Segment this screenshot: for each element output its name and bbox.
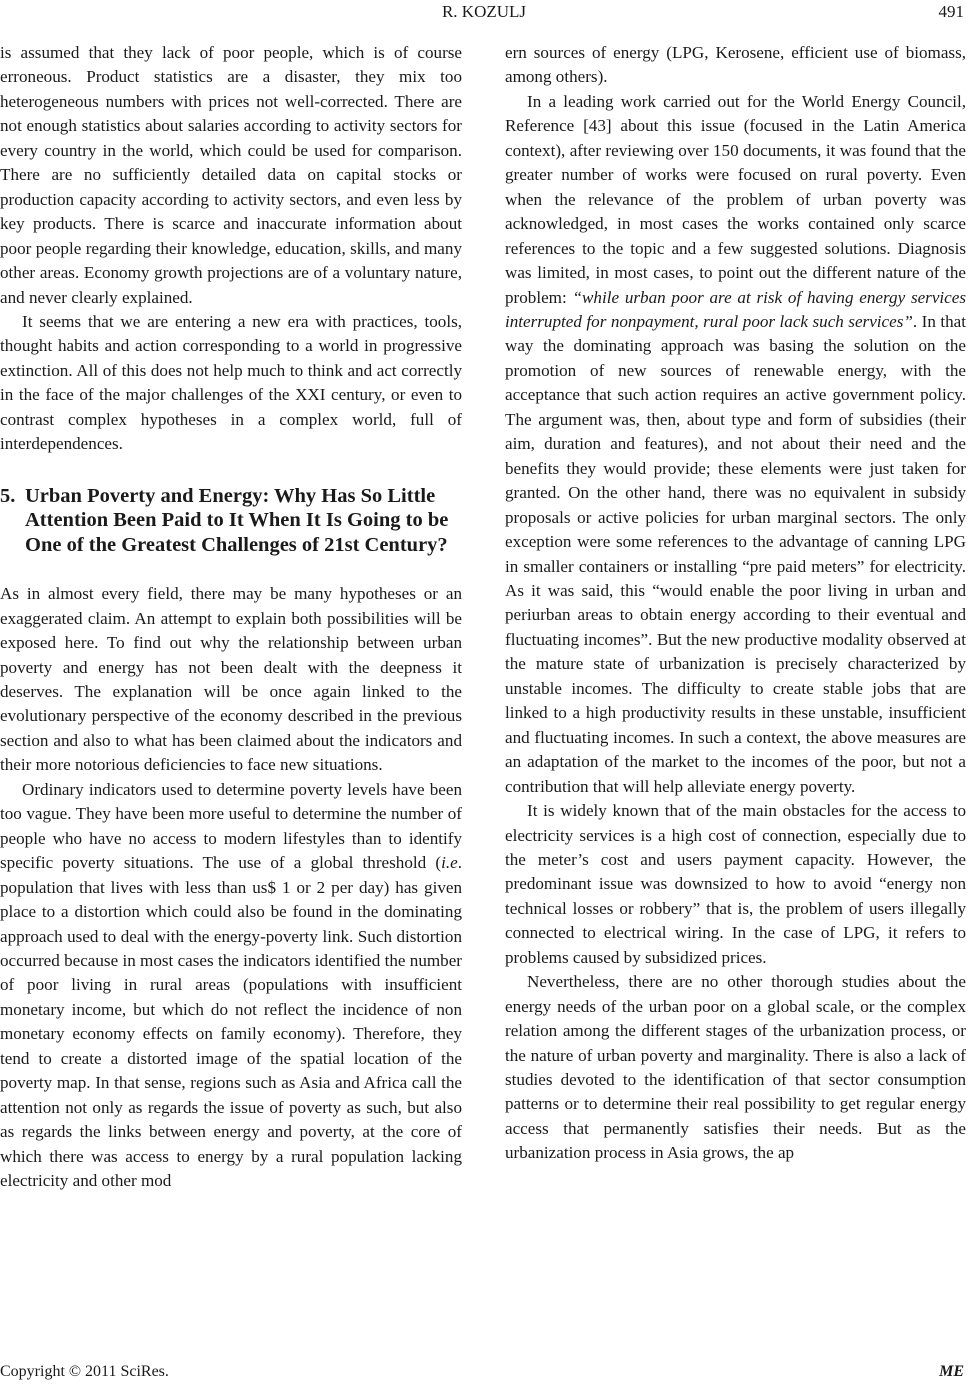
paragraph: As in almost every field, there may be many hypotheses or an exaggerated claim. An attempt to explain both possibilities will be exposed here. To find out why the relationship between urban poverty and energy has not been dealt with the deepness it deserves. The explanation will be once again linked to the evolutionary perspective of the economy described in the previous section and also to what has been claimed about the indicators and their more notorious deficiencies to face new situations. bbox=[0, 584, 462, 775]
paragraph: It is widely known that of the main obstacles for the access to electricity services is a high cost of connection, especially due to the meter’s cost and users payment capacity. However, the predominant issue was downsized to how to avoid “energy non technical losses or robbery” that is, the problem of users illegally connected to electrical wiring. In the case of LPG, it refers to problems caused by subsidized prices. bbox=[505, 801, 966, 967]
paragraph: is assumed that they lack of poor people, which is of course erroneous. Product statistics are a disaster, they mix too heterogeneous numbers with prices not well-corrected. There are not enough statistics about salaries according to activity sectors for every country in the world, which could be used for comparison. There are no sufficiently detailed data on capital stocks or production capacity according to activity sectors, and even less by key products. There is scarce and inaccurate information about poor people regarding their knowledge, education, skills, and many other areas. Economy growth projections are of a voluntary nature, and never clearly explained. bbox=[0, 43, 462, 307]
section-number: 5. bbox=[0, 484, 16, 507]
paragraph bbox=[0, 778, 462, 1194]
running-header bbox=[0, 0, 968, 24]
text-run: In a leading work carried out for the World Energy Council, Reference [43] about this issue (focused in the Latin America context), after reviewing over 150 documents, it was found that the greater number of works were focused on rural poverty. Even when the relevance of the problem of urban poverty was acknowledged, in most cases the works contained only scarce references to the topic and a few suggested solutions. Diagnosis was limited, in most cases, to point out the different nature of the problem: bbox=[505, 91, 966, 307]
text-run: . population that lives with less than us$ 1 or 2 per day) has given place to a distortion which could also be found in the dominating approach used to deal with the energy-poverty link. Such distortion occurred because in most cases the indicators identified the number of poor living in rural areas (populations with insufficient monetary income, but which do not reflect the incidence of non monetary economy effects on family economy). Therefore, they tend to create a distorted image of the spatial location of the poverty map. In that sense, regions such as Asia and Africa call the attention not only as regards the issue of poverty as such, but also as regards the links between energy and poverty, at the core of which there was access to energy by a rural population lacking electricity and other mod bbox=[0, 853, 462, 1191]
copyright-notice: Copyright © 2011 SciRes. bbox=[0, 1363, 169, 1380]
paragraph bbox=[505, 90, 966, 799]
right-column bbox=[505, 41, 966, 1166]
paragraph: ern sources of energy (LPG, Kerosene, efficient use of biomass, among others). bbox=[505, 43, 966, 87]
paragraph: It seems that we are entering a new era with practices, tools, thought habits and action corresponding to a world in progressive extinction. All of this does not help much to think and act correctly in the face of the major challenges of the XXI century, or even to contrast complex hypotheses in a complex world, full of interdependences. bbox=[0, 311, 462, 454]
page-footer bbox=[0, 1361, 968, 1383]
section-heading bbox=[0, 484, 462, 558]
left-column bbox=[0, 41, 462, 1194]
italic-quote: “while urban poor are at risk of having energy services interrupted for nonpayment, rural poor lack such services” bbox=[505, 287, 966, 331]
section-title: Urban Poverty and Energy: Why Has So Little Attention Been Paid to It When It Is Going to be One of the Greatest Challenges of 21st Century? bbox=[25, 484, 449, 556]
italic-text-run: i.e bbox=[441, 853, 458, 873]
text-run: . In that way the dominating approach was basing the solution on the promotion of new sources of renewable energy, with the acceptance that such action requires an active government policy. The argument was, then, about type and form of subsidies (their aim, duration and features), and not about their need and the benefits they would provide; these elements were just taken for granted. On the other hand, there was no equivalent in subsidy proposals or active policies for urban marginal sectors. The only exception were some references to the advantage of canning LPG in smaller containers or installing “pre paid meters” for electricity. As it was said, this “would enable the poor living in urban and periurban areas to obtain energy according to their eventual and fluctuating incomes”. But the new productive modality observed at the mature state of urbanization is precisely characterized by unstable incomes. The difficulty to create stable jobs that are linked to a high productivity results in these unstable, insufficient and fluctuating incomes. In such a context, the above measures are an adaptation of the market to the incomes of the poor, but not a contribution that will help alleviate energy poverty. bbox=[505, 311, 966, 796]
running-head-author: R. KOZULJ bbox=[441, 2, 527, 21]
page-number: 491 bbox=[938, 2, 964, 21]
text-run: Ordinary indicators used to determine poverty levels have been too vague. They have been more useful to determine the number of people who have no access to modern lifestyles than to identify specific poverty situations. The use of a global threshold ( bbox=[0, 779, 462, 873]
journal-abbreviation: ME bbox=[939, 1363, 964, 1380]
paragraph: Nevertheless, there are no other thorough studies about the energy needs of the urban poor on a global scale, or the complex relation among the different stages of the urbanization process, or the nature of urban poverty and marginality. There is also a lack of studies devoted to the identification of that sector consumption patterns or to determine their real possibility to get regular energy access that permanently satisfies their needs. But as the urbanization process in Asia grows, the ap bbox=[505, 972, 966, 1163]
